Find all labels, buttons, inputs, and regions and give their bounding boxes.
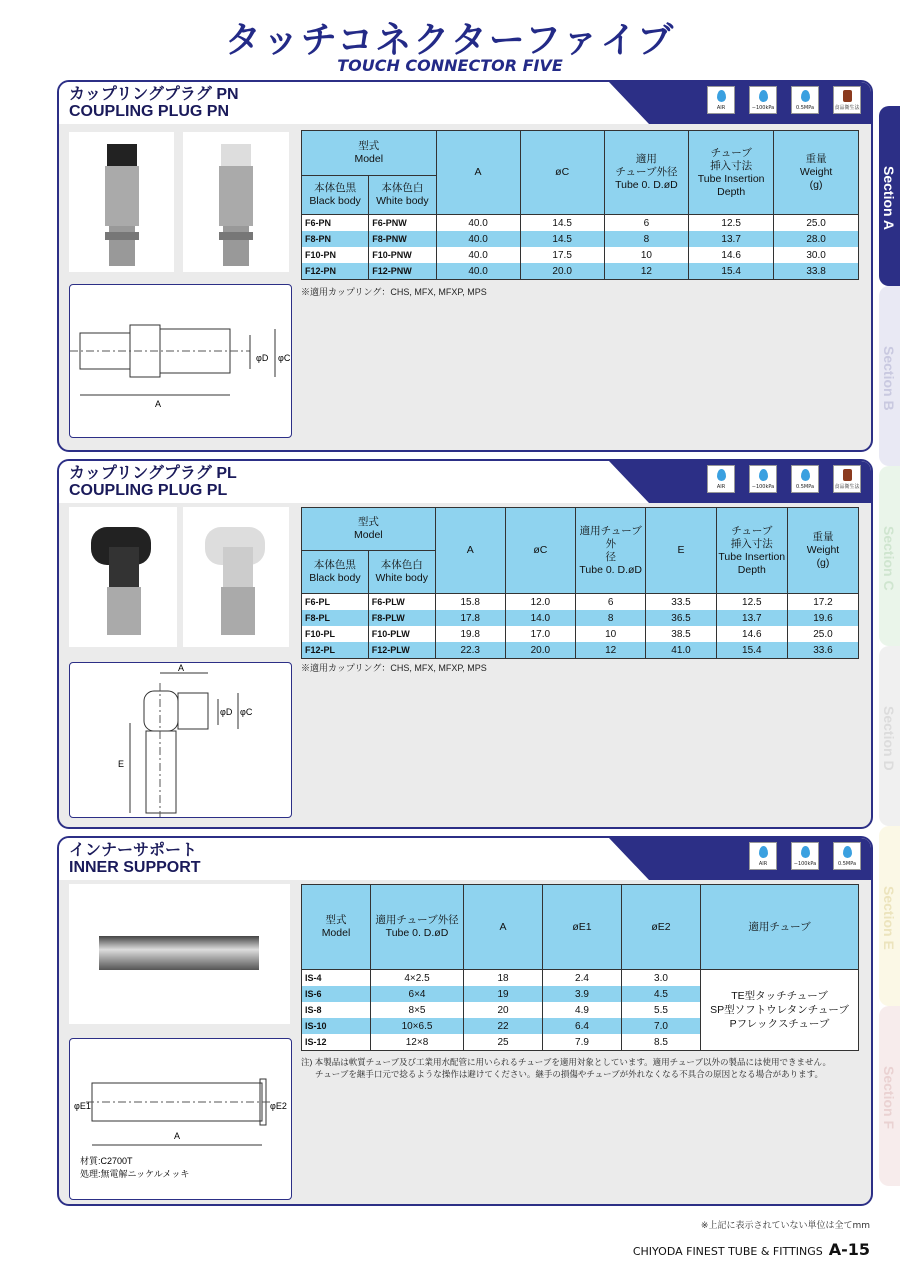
table-row: IS-8 8×5 20 4.9 5.5 [302,1002,859,1018]
air-icon: AIR [707,86,735,114]
dim-e-label: E [118,759,125,769]
table-row: F8-PL F8-PLW 17.8 14.0 8 36.5 13.7 19.6 [302,610,859,626]
dim-c-label: φC [240,707,253,717]
product-photo-black [69,132,174,272]
table-row: F12-PL F12-PLW 22.3 20.0 12 41.0 15.4 33.6 [302,642,859,659]
applicable-coupling-note: ※適用カップリング：CHS, MFX, MFXP, MPS [301,663,487,673]
dim-d-label: φD [256,353,269,363]
side-tab-b[interactable]: Section B [879,286,900,466]
table-row: IS-12 12×8 25 7.9 8.5 [302,1034,859,1051]
dim-e1-label: φE1 [74,1101,91,1111]
spec-table: 型式 Model A øC 適用 チューブ外径 Tube 0. D.øD チューブ 挿入寸法 Tube Insertion Depth 重量 Weight (g) 本体色黒 Black body 本体色白 White body F6-PN F6-PNW 40.0 14.5 6 12.5 25.0 F8-PN F8-PNW 40.0 14.5 8 13.7 28.0 F10-PN F10-PNW 40.0 17.5 10 14.6 30.0 F12-PN F12-PNW 40.0 20.0 12 15.4 33.8 [301,130,859,280]
vacuum-icon: −100kPa [749,465,777,493]
material-label: 材質:C2700T [80,1156,133,1166]
section-title: カップリングプラグ PN COUPLING PLUG PN [69,86,239,120]
footer-brand: CHIYODA FINEST TUBE & FITTINGS A-15 [632,1240,870,1259]
vacuum-icon: −100kPa [749,86,777,114]
section-header [59,82,871,124]
dimension-drawing [69,284,292,438]
finish-label: 処理:無電解ニッケルメッキ [80,1169,190,1179]
page-subtitle: TOUCH CONNECTOR FIVE [337,56,563,75]
page-title: タッチコネクターファイブ [224,20,676,61]
side-tab-d[interactable]: Section D [879,646,900,826]
applicable-tubes: TE型タッチチューブ SP型ソフトウレタンチューブ Pフレックスチューブ [701,970,859,1051]
dim-e2-label: φE2 [270,1101,287,1111]
table-row: F12-PN F12-PNW 40.0 20.0 12 15.4 33.8 [302,263,859,280]
product-photo-black [69,507,177,647]
product-photo-white [183,507,289,647]
spec-table: 型式 Model 適用チューブ外径 Tube 0. D.øD A øE1 øE2 適用チューブ IS-4 4×2.5 18 2.4 3.0 TE型タッチチューブ SP型ソフトウレタンチューブ Pフレックスチューブ IS-6 6×4 19 3.9 4.5 IS-8 8×5 20 4.9 5.5 IS-10 10×6.5 22 6.4 7.0 IS-12 12×8 25 7.9 8.5 [301,884,859,1051]
table-row: F6-PN F6-PNW 40.0 14.5 6 12.5 25.0 [302,215,859,232]
dim-a-label: A [178,663,185,673]
food-sanitation-icon: 食品衛生法 [833,465,861,493]
table-row: IS-6 6×4 19 3.9 4.5 [302,986,859,1002]
water-icon: 0.5MPa [791,86,819,114]
product-photo [69,884,290,1024]
side-tab-e[interactable]: Section E [879,826,900,1006]
dim-a-label: A [155,399,162,409]
section-title: カップリングプラグ PL COUPLING PLUG PL [69,465,237,499]
air-icon: AIR [749,842,777,870]
side-tab-a[interactable]: Section A [879,106,900,286]
table-row: IS-4 4×2.5 18 2.4 3.0 TE型タッチチューブ SP型ソフトウレタンチューブ Pフレックスチューブ [302,970,859,987]
air-icon: AIR [707,465,735,493]
dimension-drawing [69,1038,292,1200]
dim-a-label: A [174,1131,181,1141]
water-icon: 0.5MPa [833,842,861,870]
page-number: A-15 [828,1240,870,1259]
usage-icons [707,86,861,114]
spec-table: 型式 Model A øC 適用チューブ外 径 Tube 0. D.øD E チューブ 挿入寸法 Tube Insertion Depth 重量 Weight (g) 本体色黒 Black body 本体色白 White body F6-PL F6-PLW 15.8 12.0 6 33.5 12.5 17.2 F8-PL F8-PLW 17.8 14.0 8 36.5 13.7 19.6 F10-PL F10-PLW 19.8 17.0 10 38.5 14.6 25.0 F12-PL F12-PLW 22.3 20.0 12 41.0 15.4 33.6 [301,507,859,659]
section-title: インナーサポート INNER SUPPORT [69,842,201,876]
table-row: IS-10 10×6.5 22 6.4 7.0 [302,1018,859,1034]
dim-d-label: φD [220,707,233,717]
table-row: F6-PL F6-PLW 15.8 12.0 6 33.5 12.5 17.2 [302,594,859,611]
dim-c-label: φC [278,353,291,363]
vacuum-icon: −100kPa [791,842,819,870]
product-photo-white [183,132,289,272]
usage-icons [707,465,861,493]
section-coupling-plug-pn [57,80,873,452]
section-header [59,838,871,880]
food-sanitation-icon: 食品衛生法 [833,86,861,114]
unit-note: ※上記に表示されていない単位は全てmm [700,1221,870,1231]
side-tab-c[interactable]: Section C [879,466,900,646]
table-row: F10-PN F10-PNW 40.0 17.5 10 14.6 30.0 [302,247,859,263]
section-coupling-plug-pl [57,459,873,829]
water-icon: 0.5MPa [791,465,819,493]
side-tab-f[interactable]: Section F [879,1006,900,1186]
dimension-drawing [69,662,292,818]
table-row: F8-PN F8-PNW 40.0 14.5 8 13.7 28.0 [302,231,859,247]
section-header [59,461,871,503]
usage-icons [749,842,861,870]
section-inner-support [57,836,873,1206]
applicable-coupling-note: ※適用カップリング：CHS, MFX, MFXP, MPS [301,287,487,297]
usage-note: 注) 本製品は軟質チューブ及び工業用水配管に用いられるチューブを適用対象としています。適用チューブ以外の製品には使用できません。 チューブを継手口元で捻るような操作は避けてください。継手の損傷やチューブが外れなくなる不具合の原因となる場合があります。 [301,1057,831,1079]
table-row: F10-PL F10-PLW 19.8 17.0 10 38.5 14.6 25.0 [302,626,859,642]
